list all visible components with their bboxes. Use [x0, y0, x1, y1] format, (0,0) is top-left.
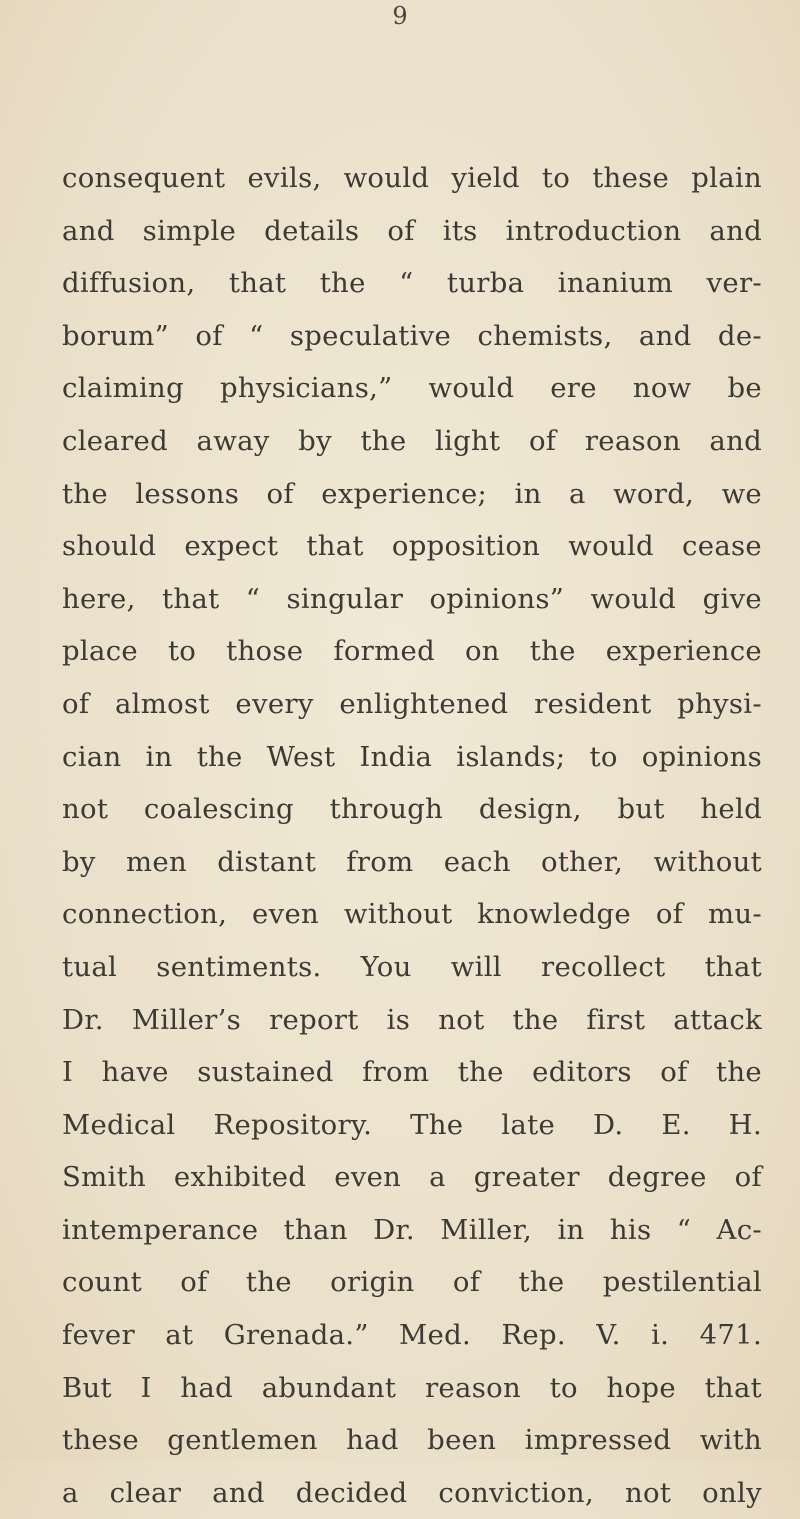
- text-line: tual sentiments. You will recollect that: [62, 950, 762, 983]
- text-line: place to those formed on the experience: [62, 635, 762, 668]
- text-line: cleared away by the light of reason and: [62, 424, 762, 457]
- text-line: of almost every enlightened resident physi-: [62, 687, 762, 720]
- text-line: claiming physicians,” would ere now be: [62, 372, 762, 405]
- text-line: Dr. Miller’s report is not the first attack: [62, 1003, 762, 1036]
- page-number: 9: [392, 2, 408, 30]
- text-line: cian in the West India islands; to opinions: [62, 740, 762, 773]
- text-line: the lessons of experience; in a word, we: [62, 477, 762, 510]
- text-line: should expect that opposition would cease: [62, 530, 762, 563]
- text-line: intemperance than Dr. Miller, in his “ Ac-: [62, 1213, 762, 1246]
- text-line: count of the origin of the pestilential: [62, 1266, 762, 1299]
- body-text: [62, 152, 762, 1519]
- text-line: a clear and decided conviction, not only: [62, 1476, 762, 1509]
- text-line: diffusion, that the “ turba inanium ver-: [62, 267, 762, 300]
- text-line: Smith exhibited even a greater degree of: [62, 1161, 762, 1194]
- text-line: fever at Grenada.” Med. Rep. V. i. 471.: [62, 1319, 762, 1352]
- text-line: borum” of “ speculative chemists, and de-: [62, 319, 762, 352]
- text-line: not coalescing through design, but held: [62, 793, 762, 826]
- text-line: consequent evils, would yield to these plain: [62, 162, 762, 194]
- text-line: and simple details of its introduction and: [62, 214, 762, 247]
- text-line: these gentlemen had been impressed with: [62, 1424, 762, 1457]
- text-line: I have sustained from the editors of the: [62, 1056, 762, 1089]
- text-line: here, that “ singular opinions” would give: [62, 582, 762, 615]
- text-line: connection, even without knowledge of mu-: [62, 898, 762, 931]
- text-line: by men distant from each other, without: [62, 845, 762, 878]
- text-line: But I had abundant reason to hope that: [62, 1371, 762, 1404]
- text-line: Medical Repository. The late D. E. H.: [62, 1108, 762, 1141]
